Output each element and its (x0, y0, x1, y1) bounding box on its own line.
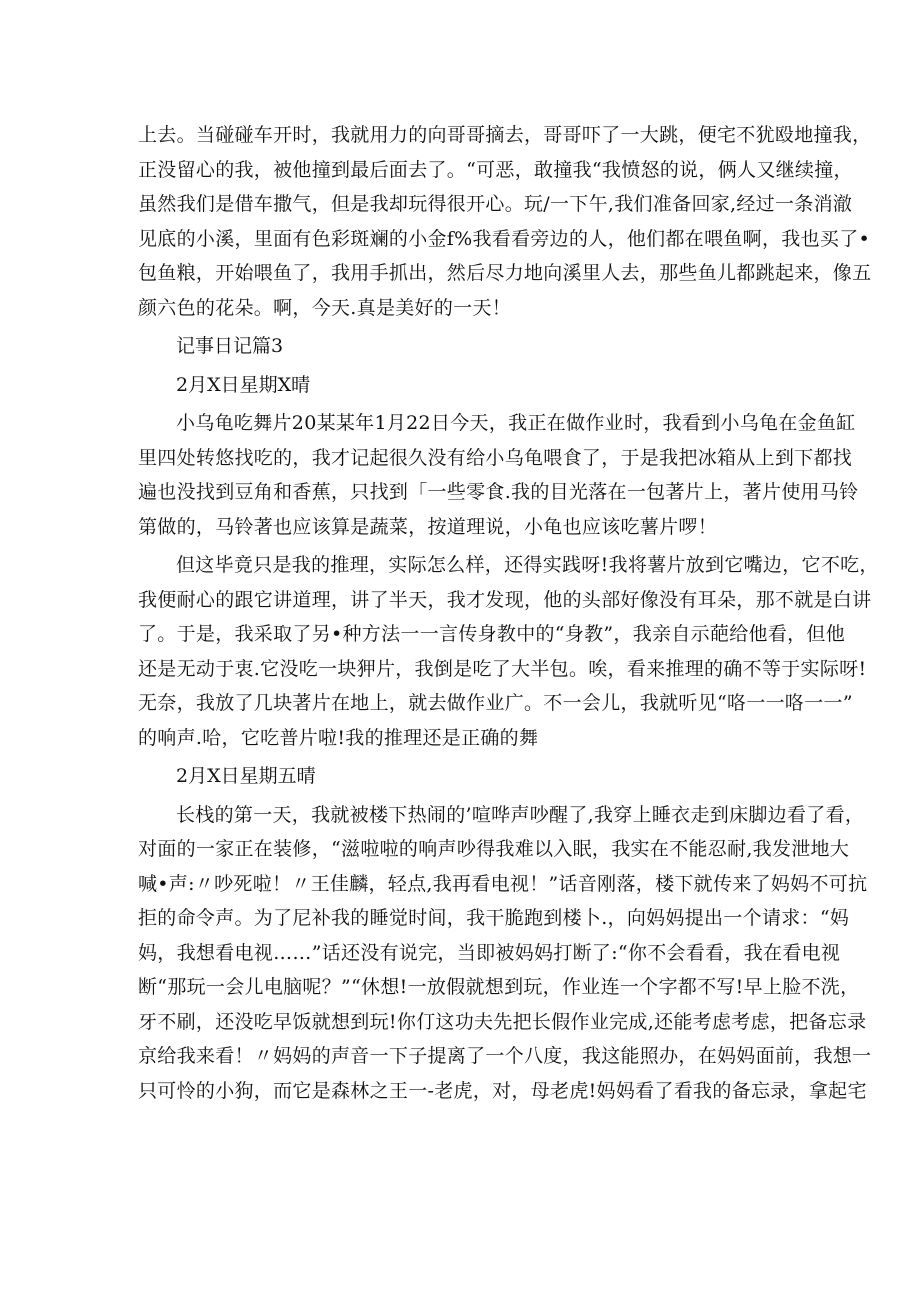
text-line: 正没留心的我，被他撞到最后面去了。“可恶，敢撞我“我愤怒的说，俩人又继续撞， (138, 158, 853, 181)
text-line: 见底的小溪，里面有色彩斑斓的小金f%我看看旁边的人，他们都在喂鱼啊，我也买了• (138, 227, 870, 250)
text-line: 第做的，马铃著也应该算是蔬菜，按道理说，小龟也应该吃薯片啰！ (138, 515, 718, 538)
section-heading: 记事日记篇3 (176, 335, 284, 357)
paragraph-2 (138, 406, 859, 544)
text-line: 了。于是，我采取了另•种方法一一言传身教中的“身教”，我亲自示葩给他看，但他 (138, 623, 846, 645)
text-line: 京给我来看！〃妈妈的声音一下子提离了一个八度，我这能照办，在妈妈面前，我想一 (138, 1045, 872, 1067)
text-line: 虽然我们是借车撒气，但是我却玩得很开心。玩/一下午,我们准备回家,经过一条消澈 (138, 193, 853, 215)
text-line: 但这毕竟只是我的推理，实际怎么样，还得实践呀!我将薯片放到它嘴边，它不吃， (176, 554, 879, 576)
paragraph-3 (138, 548, 879, 755)
text-line: 颜六色的花朵。啊，今天.真是美好的一天！ (138, 296, 512, 319)
text-line: 我便耐心的跟它讲道理，讲了半天，我才发现，他的头部好像没有耳朵，那不就是白讲 (138, 588, 872, 611)
text-line: 长栈的第一天，我就被楼下热闹的’喧哗声吵醒了,我穿上睡衣走到床脚边看了看， (176, 803, 865, 826)
text-line: 只可怜的小狗，而它是森林之王一-老虎，对，母老虎!妈妈看了看我的备忘录，拿起宅 (138, 1079, 867, 1102)
text-line: 还是无动于衷.它没吃一块狎片，我倒是吃了大半包。唉，看来推理的确不等于实际呀! (138, 657, 867, 680)
date-heading: 2月X日星期X晴 (176, 373, 311, 396)
paragraph-1 (138, 118, 872, 325)
text-line: 的响声.哈，它吃普片啦!我的推理还是正确的舞 (138, 726, 539, 749)
text-line: 包鱼粮，开始喂鱼了，我用手抓出，然后尽力地向溪里人去，那些鱼儿都跳起来，像五 (138, 262, 872, 284)
text-line: 拒的命令声。为了尼补我的睡觉时间，我干脆跑到楼卜.，向妈妈提出一个请求：“妈 (138, 907, 850, 929)
text-line: 里四处转悠找吃的，我才记起很久没有给小乌龟喂食了，于是我把冰箱从上到下都找 (138, 446, 853, 469)
paragraph-4 (138, 798, 872, 1109)
text-line: 妈，我想看电视……”话还没有说完，当即被妈妈打断了:“你不会看看，我在看电视 (138, 941, 841, 964)
text-line: 小乌龟吃舞片20某某年1月22日今天，我正在做作业时，我看到小乌龟在金鱼缸 (176, 412, 856, 434)
text-line: 无奈，我放了几块著片在地上，就去做作业广。不一会儿，我就听见“咯一一咯一一” (138, 692, 853, 714)
text-line: 断“那玩一会儿电脑呢？”“休想!一放假就想到玩，作业连一个字都不写!早上脸不洗， (138, 976, 860, 998)
text-line: 遍也没找到豆角和香蕉，只找到「一些零食.我的目光落在一包著片上，著片使用马铃 (138, 481, 859, 503)
text-line: 喊•声:〃吵死啦！〃王佳麟，轻点,我再看电视！”话音刚落，楼下就传来了妈妈不可抗 (138, 872, 868, 895)
date-heading: 2月X日星期五晴 (176, 765, 316, 787)
text-line: 对面的一家正在装修，“滋啦啦的响声吵得我难以入眠，我实在不能忍耐,我发泄地大 (138, 838, 850, 860)
text-line: 上去。当碰碰车开时，我就用力的向哥哥摘去，哥哥吓了一大跳，便宅不犹殴地撞我， (138, 124, 872, 146)
text-line: 牙不刷，还没吃早饭就想到玩!你仃这功夫先把长假作业完成,还能考虑考虑，把备忘录 (138, 1010, 867, 1033)
